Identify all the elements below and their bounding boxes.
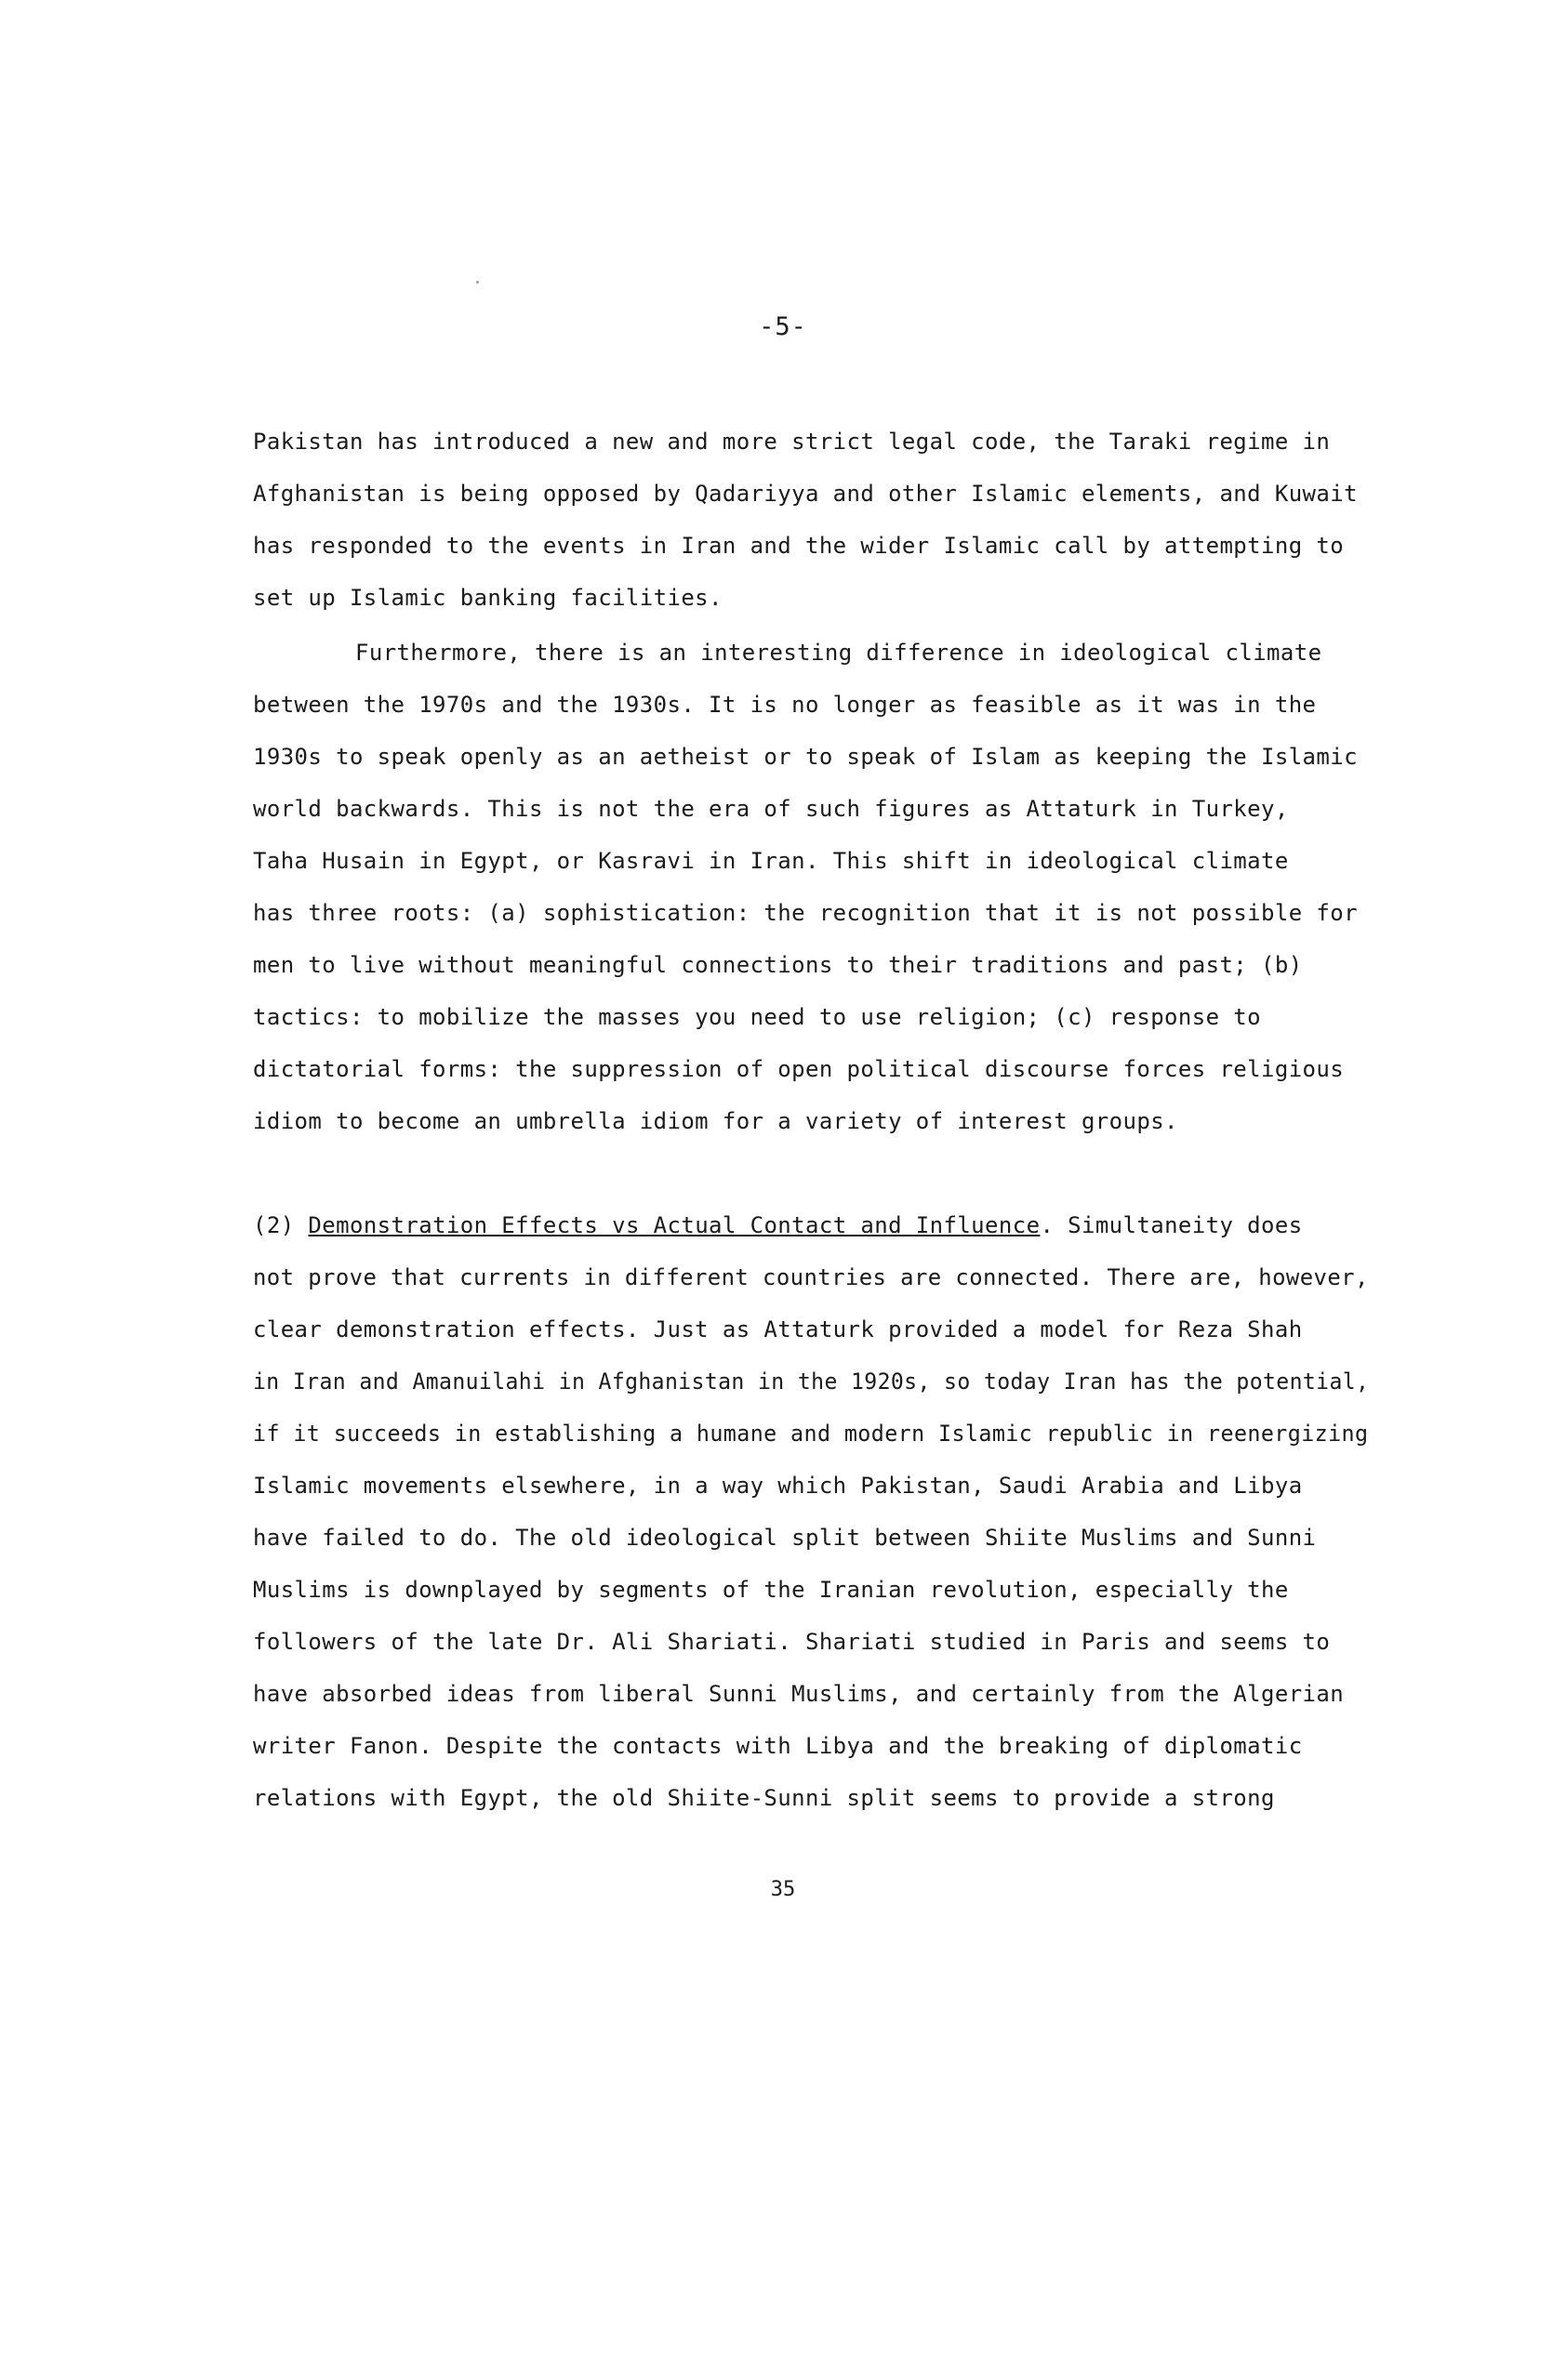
- text-line: Afghanistan is being opposed by Qadariyya and other Islamic elements, and Kuwait: [253, 481, 1358, 507]
- text-line: tactics: to mobilize the masses you need to use religion; (c) response to: [253, 1004, 1261, 1030]
- text-line: Muslims is downplayed by segments of the Iranian revolution, especially the: [253, 1577, 1289, 1603]
- text-line: has responded to the events in Iran and the wider Islamic call by attempting to: [253, 533, 1345, 559]
- text-line: Furthermore, there is an interesting difference in ideological climate: [355, 640, 1322, 666]
- folio-number: 35: [770, 1878, 796, 1901]
- section-heading: Demonstration Effects vs Actual Contact and Influence: [308, 1212, 1041, 1238]
- section-heading-line: [253, 1211, 1303, 1239]
- section-number: (2): [253, 1212, 295, 1238]
- text-line: idiom to become an umbrella idiom for a variety of interest groups.: [253, 1108, 1178, 1134]
- text-line: Pakistan has introduced a new and more strict legal code, the Taraki regime in: [253, 429, 1331, 455]
- text-line: clear demonstration effects. Just as Attaturk provided a model for Reza Shah: [253, 1316, 1303, 1342]
- text-line: if it succeeds in establishing a humane and modern Islamic republic in reenergizing: [253, 1421, 1369, 1447]
- text-line: has three roots: (a) sophistication: the recognition that it is not possible for: [253, 900, 1358, 926]
- text-line: have failed to do. The old ideological split between Shiite Muslims and Sunni: [253, 1525, 1317, 1551]
- scan-speck: [476, 281, 479, 284]
- text-line: 1930s to speak openly as an aetheist or to speak of Islam as keeping the Islamic: [253, 744, 1358, 770]
- text-line: Taha Husain in Egypt, or Kasravi in Iran. This shift in ideological climate: [253, 848, 1289, 874]
- text-line: set up Islamic banking facilities.: [253, 585, 723, 611]
- text-line: relations with Egypt, the old Shiite-Sunni split seems to provide a strong: [253, 1785, 1275, 1811]
- text-line: Islamic movements elsewhere, in a way which Pakistan, Saudi Arabia and Libya: [253, 1473, 1303, 1499]
- text-line: followers of the late Dr. Ali Shariati. Shariati studied in Paris and seems to: [253, 1629, 1331, 1655]
- text-line: in Iran and Amanuilahi in Afghanistan in the 1920s, so today Iran has the potential,: [253, 1368, 1370, 1395]
- text-line: writer Fanon. Despite the contacts with Libya and the breaking of diplomatic: [253, 1733, 1303, 1759]
- text-line: not prove that currents in different countries are connected. There are, however,: [253, 1264, 1369, 1290]
- section-heading-trail: . Simultaneity does: [1040, 1212, 1303, 1238]
- text-line: world backwards. This is not the era of such figures as Attaturk in Turkey,: [253, 796, 1289, 822]
- text-line: men to live without meaningful connections to their traditions and past; (b): [253, 952, 1303, 978]
- text-line: dictatorial forms: the suppression of open political discourse forces religious: [253, 1056, 1345, 1082]
- text-line: have absorbed ideas from liberal Sunni Muslims, and certainly from the Algerian: [253, 1681, 1345, 1707]
- page-number: -5-: [759, 312, 807, 341]
- text-line: between the 1970s and the 1930s. It is no longer as feasible as it was in the: [253, 692, 1317, 718]
